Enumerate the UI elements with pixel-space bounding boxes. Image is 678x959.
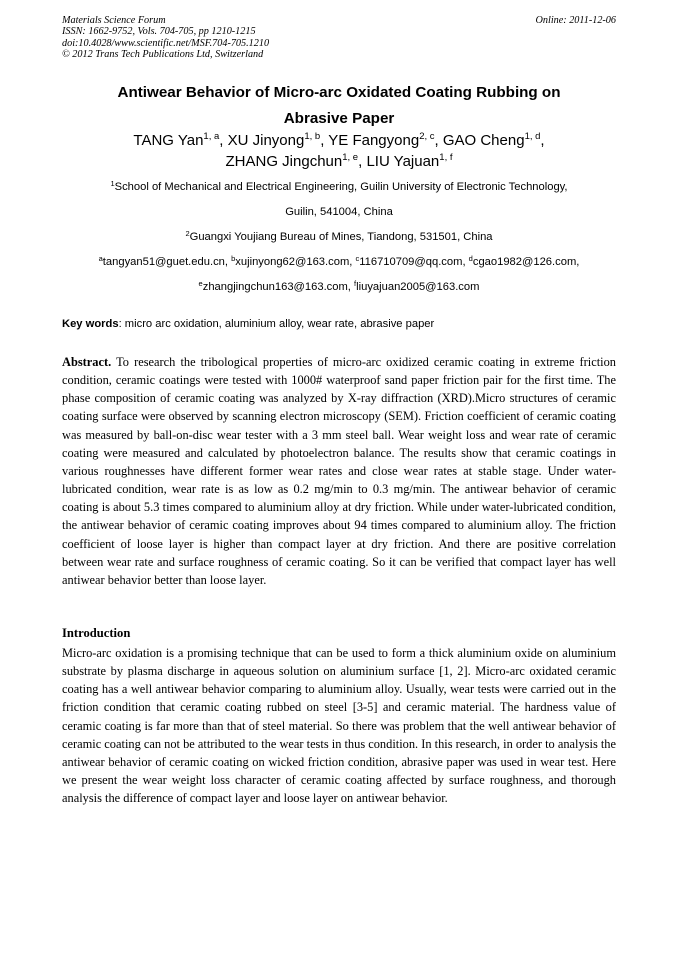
abstract-text: To research the tribological properties of micro-arc oxidized ceramic coating in extreme friction condition, ceramic coatings were tested with 1000# waterproof sand paper friction pair for the first time. The phase composition of ceramic coating was analyzed by X-ray diffraction (XRD).Micro structures of ceramic coating surface were observed by scanning electron microscopy (SEM). Friction coefficient of ceramic coating was measured by ball-on-disc wear tester with a 3 mm steel ball. Wear weight loss and wear rate of ceramic coating were measured and calculated by photoelectron balance. The results show that ceramic coatings in various roughnesses have different former wear rates and close wear rates at stable stage. Under water-lubricated condition, wear rate is as low as 0.2 mg/min to 0.3 mg/min. The antiwear behavior of ceramic coating is about 5.3 times compared to aluminium alloy at dry friction. While under water-lubricated condition, the antiwear behavior of ceramic coating improves about 94 times compared to aluminium alloy. The friction coefficient of loose layer is higher than compact layer at dry friction. And there are positive correlation between wear rate and surface roughness of ceramic coating. So it can be verified that compact layer has well antiwear behavior better than loose layer. [62,355,616,587]
title-line-2: Abrasive Paper [283,110,395,127]
email-link[interactable]: liuyajuan2005@163.com [356,281,480,293]
email-sup: f [354,279,357,288]
affiliation-2 [62,225,616,250]
email-sup: d [468,254,473,263]
author-sup: 1, b [304,131,321,142]
affiliation-1-line-1 [62,175,616,200]
author-name: ZHANG Jingchun [225,152,343,170]
online-date: Online: 2011-12-06 [535,15,616,26]
email-sup: c [355,254,360,263]
author-sup: 1, e [342,151,359,163]
affiliation-1 [62,175,616,225]
affiliation-sup: 1 [110,179,115,188]
email-sup: e [198,279,203,288]
keywords [62,316,616,332]
journal-name: Materials Science Forum [62,15,166,26]
author-sup: 2, c [419,131,435,142]
author-sup: 1, a [203,131,220,142]
keywords-text: : micro arc oxidation, aluminium alloy, wear rate, abrasive paper [118,318,435,330]
email-link[interactable]: tangyan51@guet.edu.cn, [102,256,228,268]
affiliation-sup: 2 [185,229,190,238]
author-name: YE Fangyong [328,132,420,149]
email-link[interactable]: xujinyong62@163.com, [235,256,353,268]
author-sup: 1, f [439,151,453,163]
email-link[interactable]: cgao1982@126.com, [472,256,580,268]
abstract [62,353,616,589]
issn-line: ISSN: 1662-9752, Vols. 704-705, pp 1210-1215 [62,26,256,38]
author-sup: 1, d [524,131,541,142]
email-link[interactable]: zhangjingchun163@163.com, [202,281,351,293]
email-sup: a [98,254,103,263]
copyright-line: © 2012 Trans Tech Publications Ltd, Switzerland [62,49,264,61]
author-name: LIU Yajuan [366,152,440,170]
journal-header [62,15,269,61]
email-line-1 [62,250,616,275]
paper-title [62,80,616,132]
email-list [62,250,616,300]
email-line-2 [62,275,616,300]
author-name: XU Jinyong [227,132,305,149]
abstract-label: Abstract. [62,355,112,369]
affiliation-1-line-2: Guilin, 541004, China [285,206,393,218]
keywords-label: Key words [62,318,119,330]
introduction-text: Micro-arc oxidation is a promising technique that can be used to form a thick aluminium oxide on aluminium substrate by plasma discharge in aqueous solution on aluminium surface [1, 2]. Micro-arc oxidated ceramic coating has a well antiwear behavior comparing to aluminium alloy. Usually, wear tests were carried out in the friction condition that ceramic coating rubbed on steel [3-5] and ceramic material. The hardness value of ceramic coating is far more than that of steel material. So there was problem that the well antiwear behavior of ceramic coating can not be attributed to the wear tests in thus condition. In this research, in order to analysis the antiwear behavior of ceramic coating on wicked friction condition, abrasive paper was used in wear test. Here we present the wear weight loss character of ceramic coating affected by surface roughness, and thorough analysis the difference of compact layer and loose layer on antiwear behavior. [62,646,616,806]
author-line-1: TANG Yan$^{1, a}$, XU Jinyong$^{1, b}$, YE Fangyong$^{2, c}$, GAO Cheng$^{1, d}$, [133,131,545,149]
author-line-2: ZHANG Jingchun$^{1, e}$, LIU Yajuan$^{1, f}$ [225,151,453,170]
email-link[interactable]: 116710709@qq.com, [359,256,466,268]
author-name: GAO Cheng [442,132,525,149]
author-name: TANG Yan [133,132,204,149]
title-line-1: Antiwear Behavior of Micro-arc Oxidated Coating Rubbing on [117,84,561,101]
doi-line[interactable]: doi:10.4028/www.scientific.net/MSF.704-705.1210 [62,37,270,49]
author-list [62,131,616,172]
email-sup: b [231,254,236,263]
section-heading-introduction: Introduction [62,626,131,640]
affiliation-text: School of Mechanical and Electrical Engineering, Guilin University of Electronic Technology, [114,181,568,193]
affiliation-text: Guangxi Youjiang Bureau of Mines, Tiandong, 531501, China [189,231,493,243]
